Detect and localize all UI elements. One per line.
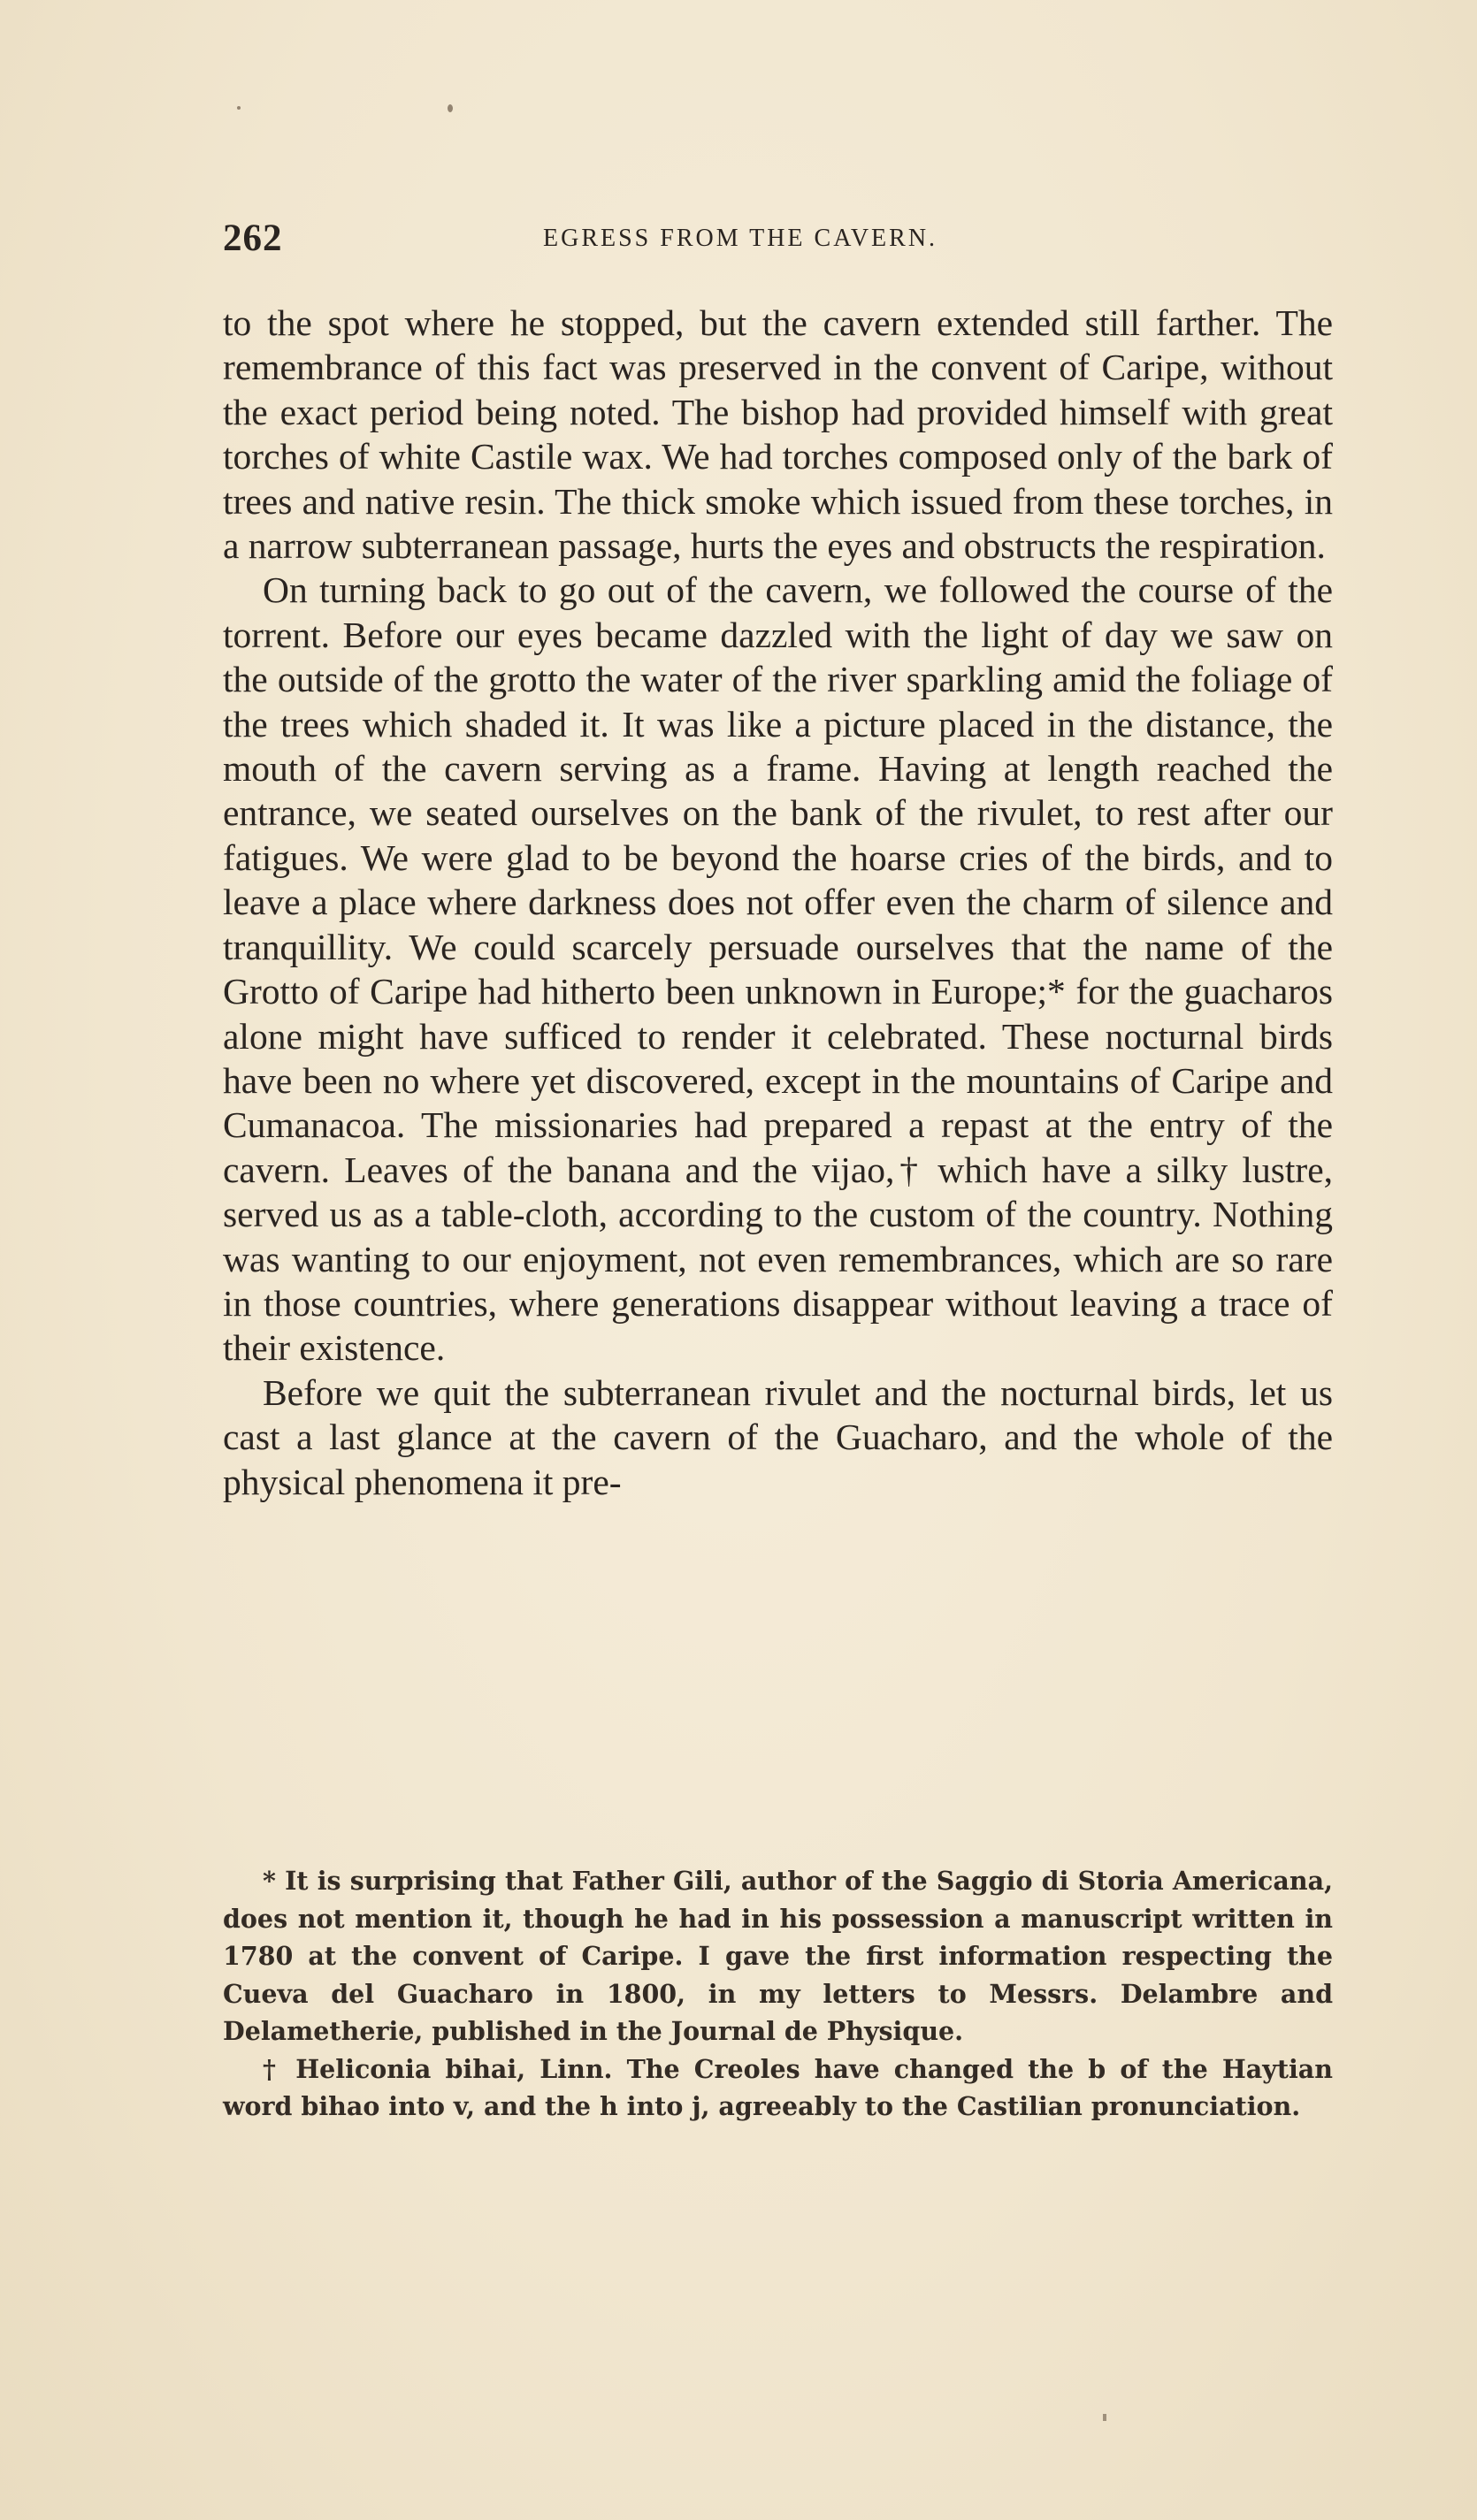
page-header [223, 212, 1333, 265]
running-head: EGRESS FROM THE CAVERN. [543, 225, 938, 252]
body-text [223, 301, 1333, 1504]
footnote: † Heliconia bihai, Linn. The Creoles have changed the b of the Haytian word bihao into v, and the h into j, agreeably to the Castilian pronunciation. [223, 2053, 1333, 2121]
ink-speck [237, 106, 241, 110]
ink-speck [1103, 2414, 1106, 2421]
ink-speck [448, 104, 453, 112]
footnotes [223, 1862, 1333, 2126]
paragraph: Before we quit the subterranean rivulet and the nocturnal birds, let us cast a last glance at the cavern of the Guacharo, and the whole of the physical phenomena it pre- [223, 1371, 1333, 1502]
page-number: 262 [223, 218, 283, 259]
paragraph: On turning back to go out of the cavern, we followed the course of the torrent. Before our eyes became dazzled with the light of day we saw on the outside of the grotto the water of the river sparkling amid the foliage of the trees which shaded it. It was like a picture placed in the distance, the mouth of the cavern serving as a frame. Having at length reached the entrance, we seated ourselves on the bank of the rivulet, to rest after our fatigues. We were glad to be beyond the hoarse cries of the birds, and to leave a place where darkness does not offer even the charm of silence and tranquillity. We could scarcely persuade ourselves that the name of the Grotto of Caripe had hitherto been unknown in Europe;* for the guacharos alone might have sufficed to render it celebrated. These nocturnal birds have been no where yet discovered, except in the mountains of Caripe and Cumanacoa. The missionaries had prepared a repast at the entry of the cavern. Leaves of the banana and the vijao,† which have a silky lustre, served us as a table-cloth, according to the custom of the country. Nothing was wanting to our enjoyment, not even remembrances, which are so rare in those countries, where generations disappear without leaving a trace of their existence. [223, 569, 1333, 1369]
paragraph: to the spot where he stopped, but the cavern extended still farther. The remembrance of this fact was preserved in the convent of Caripe, without the exact period being noted. The bishop had provided himself with great torches of white Castile wax. We had torches composed only of the bark of trees and native resin. The thick smoke which issued from these torches, in a narrow subterranean passage, hurts the eyes and obstructs the respiration. [223, 302, 1333, 567]
footnote: * It is surprising that Father Gili, author of the Saggio di Storia Americana, does not mention it, though he had in his possession a manuscript written in 1780 at the convent of Caripe. I gave the first information respecting the Cueva del Guacharo in 1800, in my letters to Messrs. Delambre and Delametherie, published in the Journal de Physique. [223, 1866, 1333, 2046]
